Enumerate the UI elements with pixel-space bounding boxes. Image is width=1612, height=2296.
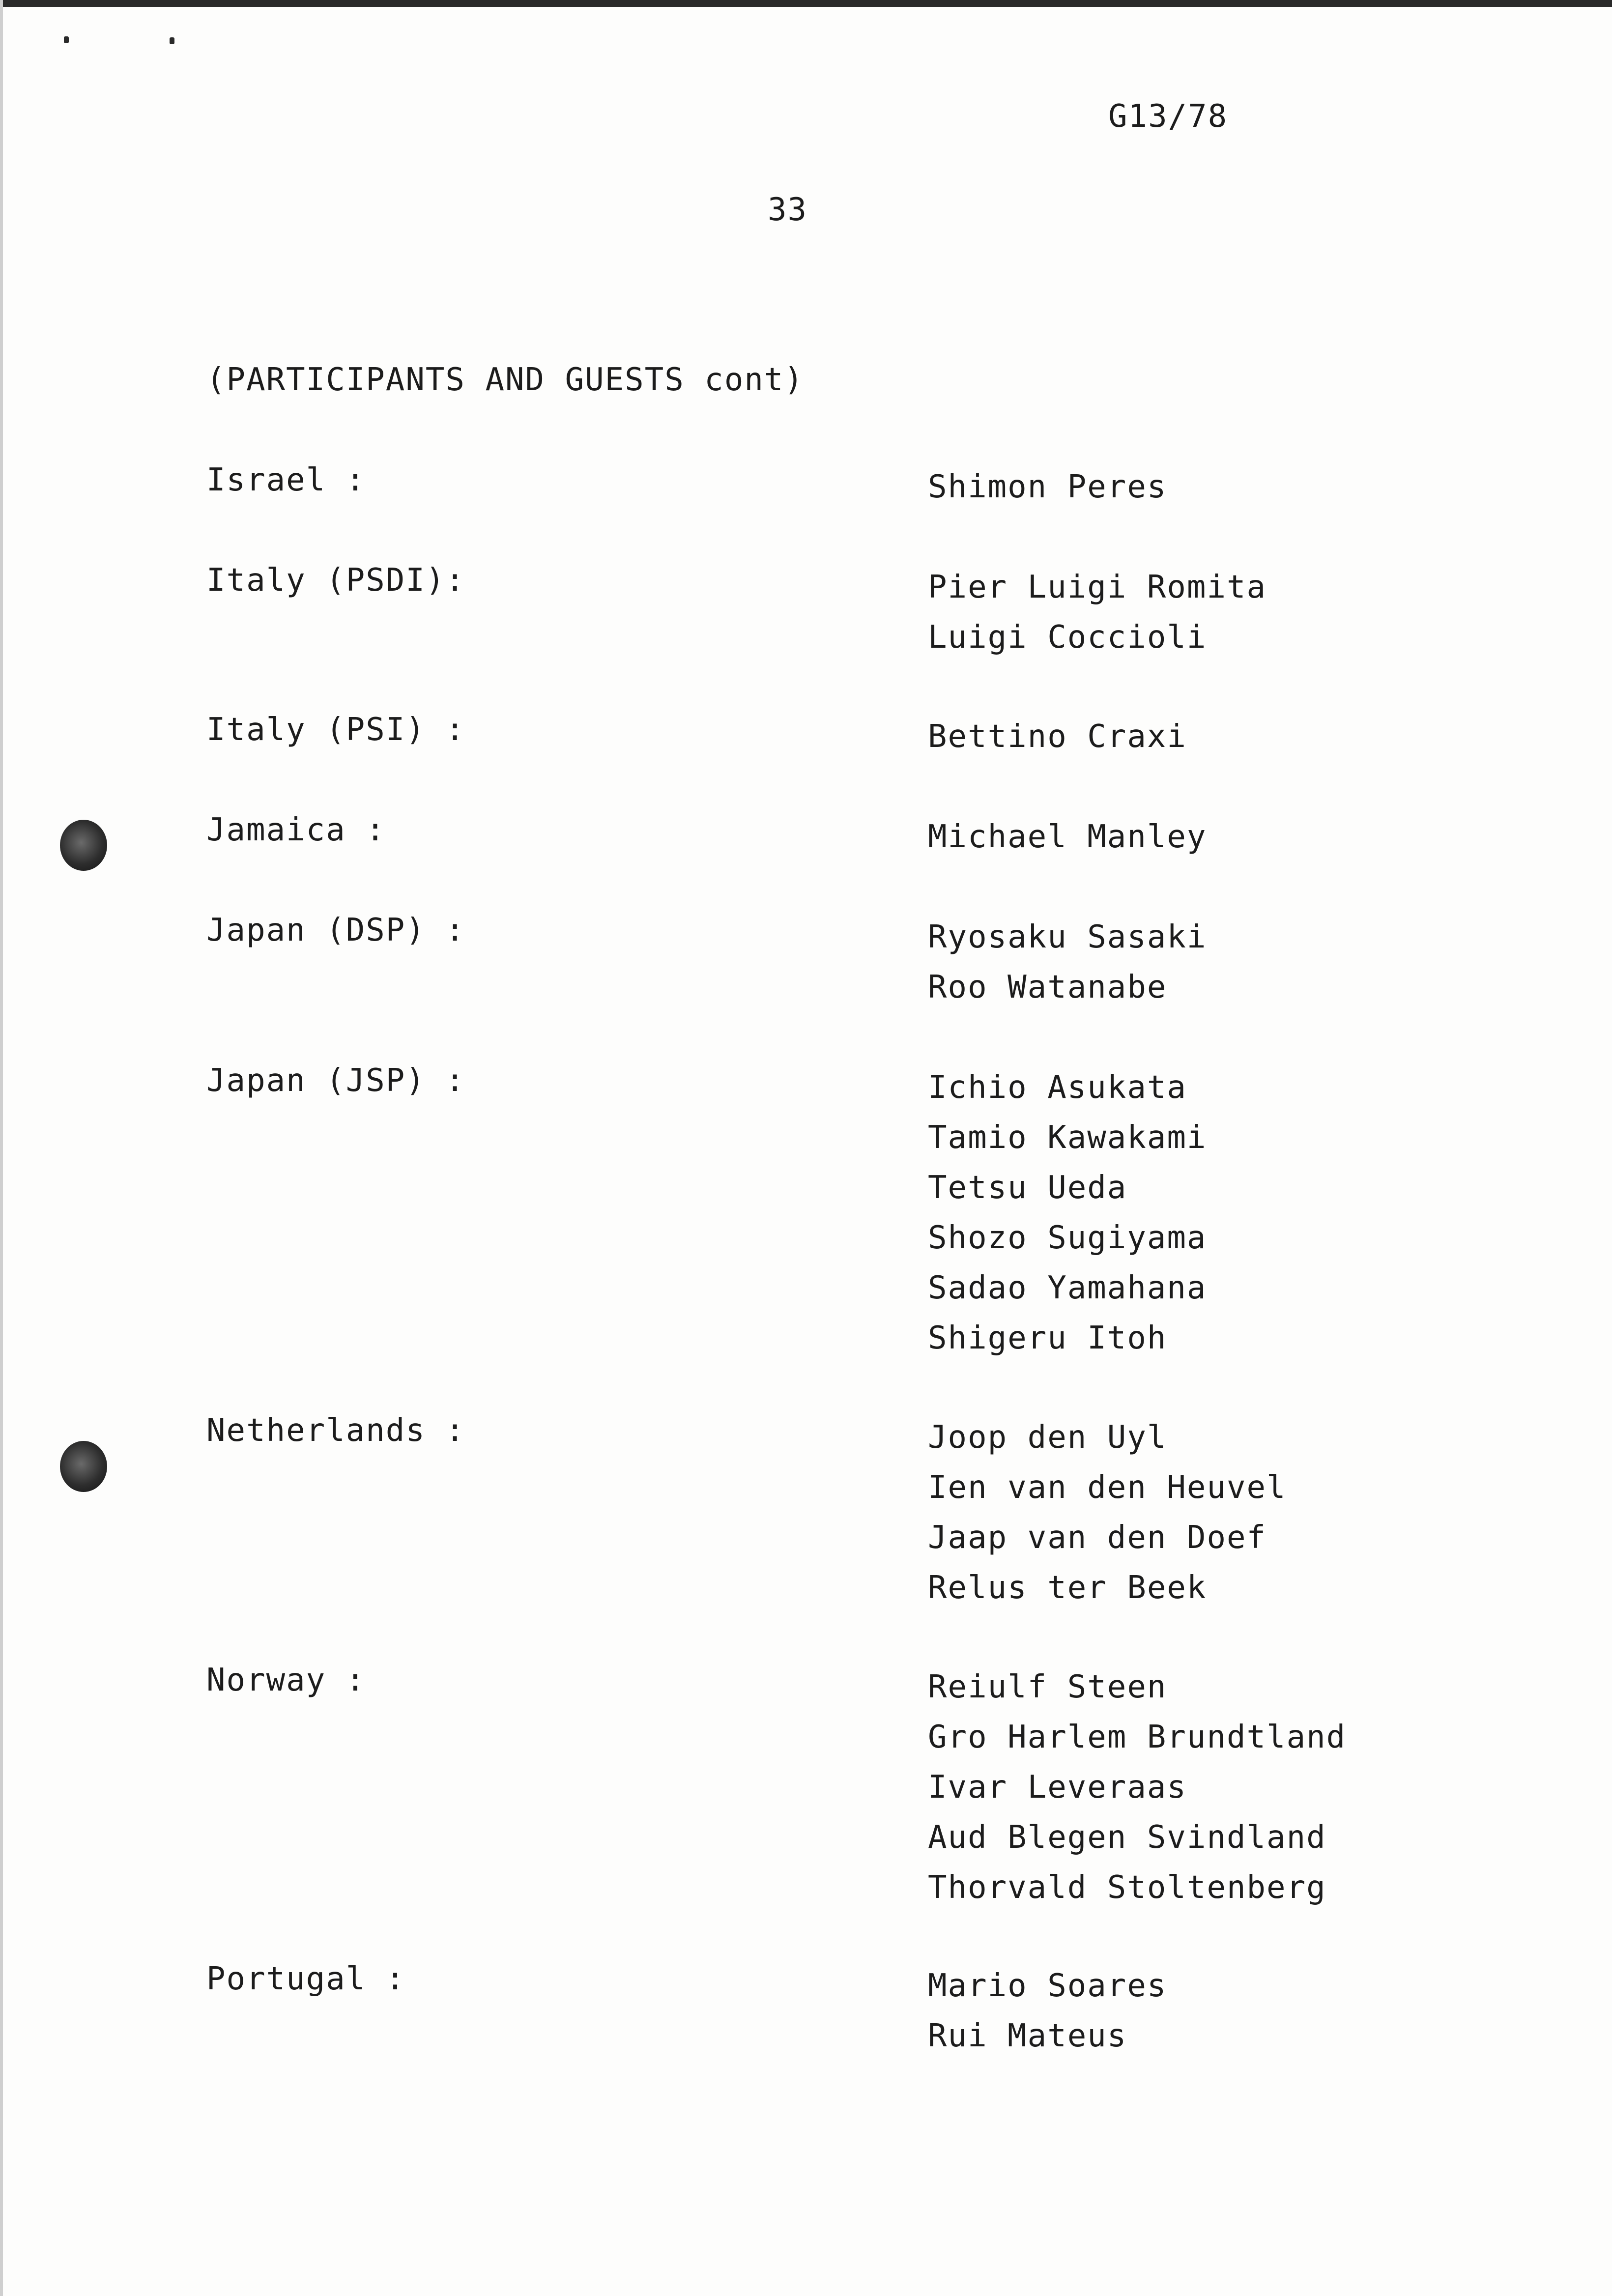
participant-names [928, 562, 1267, 662]
left-page-edge [0, 0, 3, 2296]
participant-name: Tamio Kawakami [928, 1119, 1207, 1156]
country-label: Israel : [206, 462, 366, 498]
country-label: Netherlands : [206, 1412, 465, 1449]
participant-name: Roo Watanabe [928, 969, 1167, 1005]
participant-name: Pier Luigi Romita [928, 569, 1267, 605]
participant-name: Relus ter Beek [928, 1570, 1207, 1606]
country-label: Japan (JSP) : [206, 1062, 465, 1099]
participant-name: Joop den Uyl [928, 1419, 1167, 1456]
country-label: Jamaica : [206, 812, 386, 848]
participant-names [928, 462, 1167, 512]
page-number: 33 [768, 192, 808, 228]
participant-name: Shimon Peres [928, 469, 1167, 505]
participant-names [928, 912, 1207, 1012]
country-label: Portugal : [206, 1961, 406, 1997]
participant-name: Ivar Leveraas [928, 1769, 1187, 1806]
participant-name: Tetsu Ueda [928, 1170, 1127, 1206]
participant-names [928, 1062, 1207, 1363]
participant-name: Thorvald Stoltenberg [928, 1869, 1326, 1906]
top-border-line [0, 0, 1612, 7]
scan-mark [64, 36, 69, 43]
punch-hole [60, 820, 107, 871]
participant-names [928, 1961, 1167, 2061]
country-label: Italy (PSDI): [206, 562, 465, 599]
participant-name: Michael Manley [928, 819, 1207, 855]
document-reference: G13/78 [1108, 98, 1228, 135]
participant-names [928, 812, 1207, 862]
participant-name: Mario Soares [928, 1968, 1167, 2004]
participant-names [928, 712, 1187, 762]
scan-mark [170, 37, 174, 44]
participant-name: Jaap van den Doef [928, 1520, 1267, 1556]
participant-name: Shigeru Itoh [928, 1320, 1167, 1356]
punch-hole [60, 1441, 107, 1492]
participant-names [928, 1412, 1287, 1613]
participant-name: Shozo Sugiyama [928, 1220, 1207, 1256]
participant-name: Reiulf Steen [928, 1669, 1167, 1705]
country-label: Japan (DSP) : [206, 912, 465, 948]
country-label: Norway : [206, 1662, 366, 1698]
participant-name: Bettino Craxi [928, 718, 1187, 755]
participant-name: Ien van den Heuvel [928, 1469, 1287, 1506]
participant-name: Ryosaku Sasaki [928, 919, 1207, 955]
participant-name: Aud Blegen Svindland [928, 1819, 1326, 1856]
country-label: Italy (PSI) : [206, 712, 465, 748]
participant-name: Luigi Coccioli [928, 619, 1207, 656]
section-heading: (PARTICIPANTS AND GUESTS cont) [206, 362, 804, 398]
participant-name: Ichio Asukata [928, 1069, 1187, 1106]
participant-name: Rui Mateus [928, 2018, 1127, 2054]
participant-name: Sadao Yamahana [928, 1270, 1207, 1306]
participant-names [928, 1662, 1346, 1913]
participant-name: Gro Harlem Brundtland [928, 1719, 1347, 1755]
